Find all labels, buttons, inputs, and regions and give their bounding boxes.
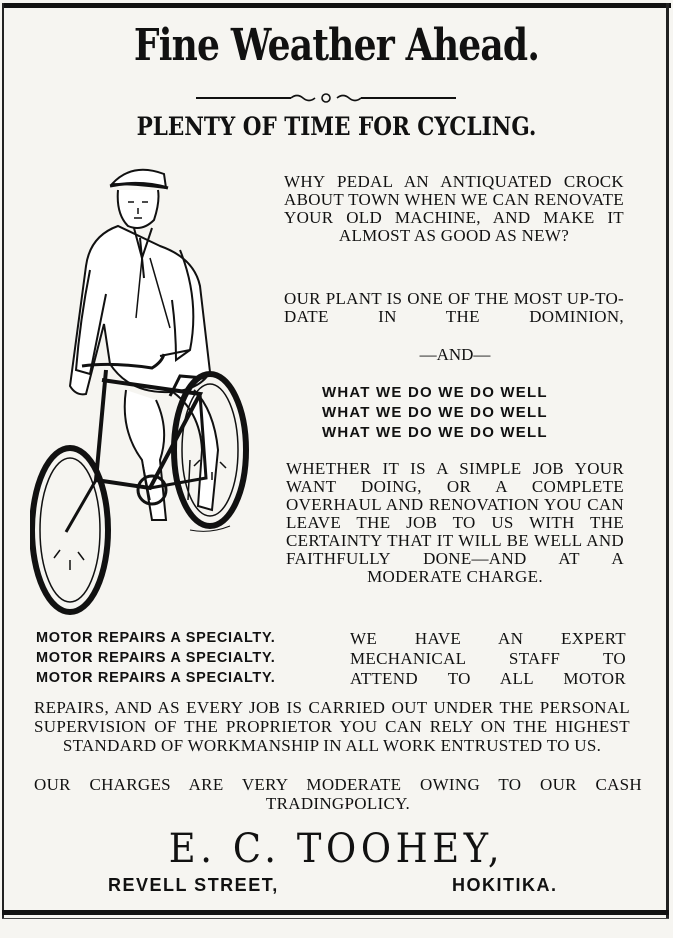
cyclist-illustration [30,160,260,620]
expert-line: MECHANICAL STAFF TO [350,649,626,668]
border-bottom [2,910,669,915]
border-left [2,3,4,918]
paragraph-overhaul: WHETHER IT IS A SIMPLE JOB YOUR WANT DOING, OR A COMPLETE OVERHAUL AND RENOVATION YOU CAN LEAVE THE JOB TO US WITH THE CERTAINTY THAT IT WILL BE WELL AND FAITHFULLY DONE—AND AT A MODERATE CHARGE. [286,459,624,586]
paragraph-plant: OUR PLANT IS ONE OF THE MOST UP-TO-DATE IN THE DOMINION, [284,289,624,326]
subheadline: PLENTY OF TIME FOR CYCLING. [136,112,537,141]
border-top [2,3,671,8]
slogan-line: WHAT WE DO WE DO WELL [322,424,548,441]
and-separator: —AND— [419,345,491,364]
ornament-divider [196,90,456,106]
motor-repairs-line: MOTOR REPAIRS A SPECIALTY. [36,630,276,646]
expert-line: WE HAVE AN EXPERT [350,629,626,648]
headline: Fine Weather Ahead. [133,20,540,71]
border-bottom-thin [2,918,669,919]
motor-repairs-line: MOTOR REPAIRS A SPECIALTY. [36,650,276,666]
slogan-line: WHAT WE DO WE DO WELL [322,404,548,421]
street-address: REVELL STREET, [108,875,279,895]
paragraph-renovate: WHY PEDAL AN ANTIQUATED CROCK ABOUT TOWN WHEN WE CAN RENOVATE YOUR OLD MACHINE, AND MAKE IT ALMOST AS GOOD AS NEW? [284,172,624,245]
town-name: HOKITIKA. [452,875,558,895]
paragraph-supervision: REPAIRS, AND AS EVERY JOB IS CARRIED OUT UNDER THE PERSONAL SUPERVISION OF THE PROPRIETOR YOU CAN RELY ON THE HIGHEST STANDARD OF WORKMANSHIP IN ALL WORK ENTRUSTED TO US. [34,698,630,755]
expert-line: ATTEND TO ALL MOTOR [350,669,626,688]
slogan-line: WHAT WE DO WE DO WELL [322,384,548,401]
paragraph-charges: OUR CHARGES ARE VERY MODERATE OWING TO OUR CASH TRADINGPOLICY. [34,775,642,813]
proprietor-name: E. C. TOOHEY, [168,826,505,872]
expert-staff-block [350,629,626,689]
border-right [666,3,669,918]
motor-repairs-line: MOTOR REPAIRS A SPECIALTY. [36,670,276,686]
